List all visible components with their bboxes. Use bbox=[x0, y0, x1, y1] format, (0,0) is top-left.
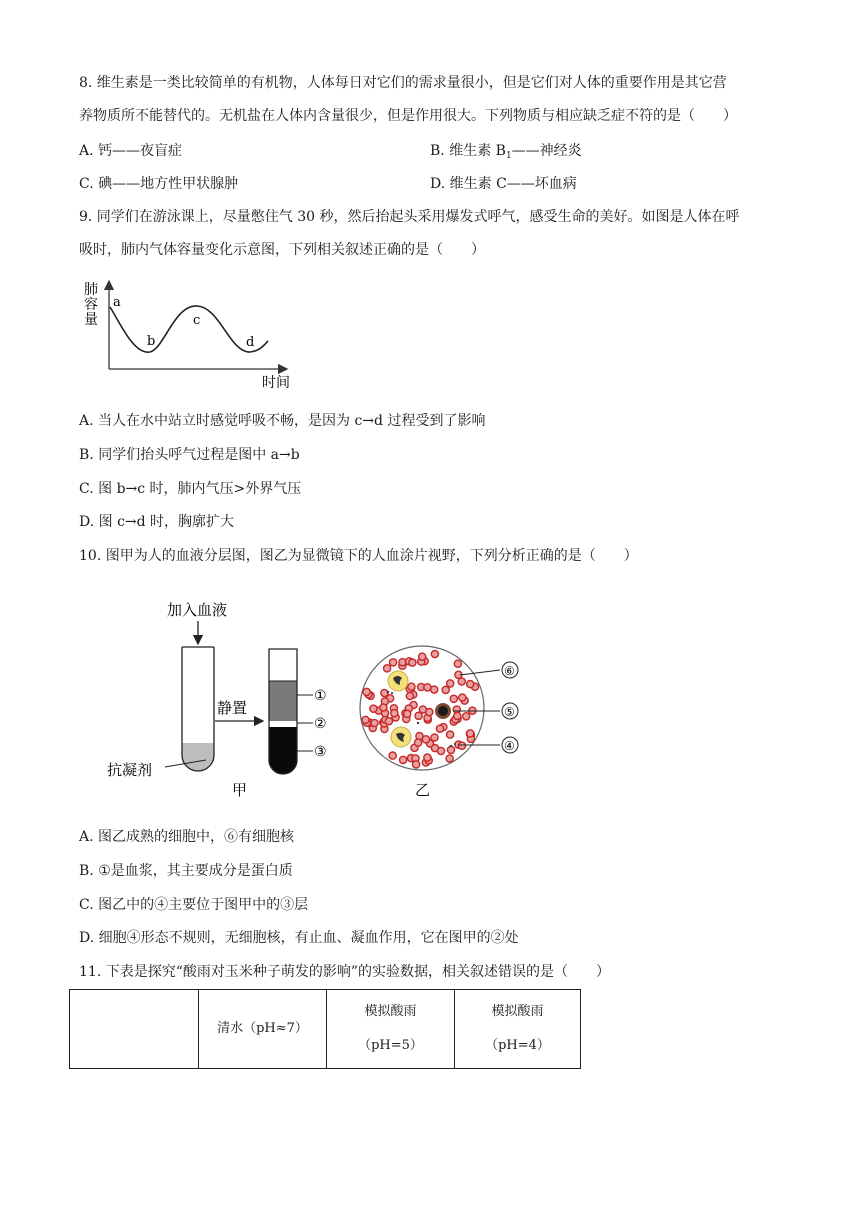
red-blood-cell bbox=[422, 736, 429, 743]
red-blood-cell bbox=[431, 734, 438, 741]
point-a-label: a bbox=[113, 295, 121, 310]
white-blood-cell-1 bbox=[388, 671, 408, 691]
table-row bbox=[70, 990, 581, 1069]
red-blood-cell bbox=[424, 754, 431, 761]
red-blood-cell bbox=[467, 730, 474, 737]
red-blood-cell bbox=[450, 695, 457, 702]
anticoagulant-layer bbox=[181, 743, 216, 773]
q11-stem: 11. 下表是探究“酸雨对玉米种子萌发的影响”的实验数据，相关叙述错误的是（ ） bbox=[79, 964, 611, 980]
red-blood-cell bbox=[436, 725, 443, 732]
y-label-1: 肺 bbox=[84, 282, 98, 298]
red-blood-cell bbox=[437, 747, 444, 754]
y-label-2: 容 bbox=[84, 297, 98, 313]
add-blood-label: 加入血液 bbox=[167, 601, 228, 619]
red-blood-cell bbox=[391, 710, 398, 717]
lung-volume-curve bbox=[110, 306, 268, 352]
red-blood-cell bbox=[447, 680, 454, 687]
red-blood-cell bbox=[459, 694, 466, 701]
red-blood-cell bbox=[447, 731, 454, 738]
white-blood-cell-3 bbox=[435, 703, 451, 719]
q9-option-a: A. 当人在水中站立时感觉呼吸不畅，是因为 c→d 过程受到了影响 bbox=[79, 413, 486, 429]
table-header-acid-rain-ph4: 模拟酸雨 （pH=4） bbox=[455, 990, 581, 1069]
red-blood-cell bbox=[424, 684, 431, 691]
red-blood-cell bbox=[463, 713, 470, 720]
red-blood-cell bbox=[431, 650, 438, 657]
y-label-3: 量 bbox=[84, 312, 98, 328]
red-blood-cell bbox=[409, 659, 416, 666]
red-blood-cell bbox=[408, 683, 415, 690]
q8-option-d: D. 维生素 C——坏血病 bbox=[430, 176, 577, 192]
table-header-acid-rain-ph5: 模拟酸雨 （pH=5） bbox=[327, 990, 455, 1069]
marker-5: ⑤ bbox=[504, 705, 515, 719]
marker-6: ⑥ bbox=[504, 664, 515, 678]
red-blood-cell bbox=[447, 746, 454, 753]
red-blood-cell bbox=[363, 688, 370, 695]
q8-option-b: B. 维生素 $B_1——$神经炎 bbox=[430, 143, 582, 161]
q8-stem-line2: 养物质所不能替代的。无机盐在人体内含量很少，但是作用很大。下列物质与相应缺乏症不符的是（ ） bbox=[79, 108, 737, 124]
red-blood-cell bbox=[442, 686, 449, 693]
lung-volume-figure bbox=[82, 275, 312, 393]
red-blood-cell bbox=[419, 653, 426, 660]
table-cell-empty bbox=[70, 990, 199, 1069]
red-blood-cell bbox=[454, 712, 461, 719]
q10-option-d: D. 细胞④形态不规则，无细胞核，有止血、凝血作用，它在图甲的②处 bbox=[79, 930, 519, 946]
red-blood-cell bbox=[389, 752, 396, 759]
red-blood-cell bbox=[385, 718, 392, 725]
q9-stem-line1: 9. 同学们在游泳课上，尽量憋住气 30 秒，然后抬起头采用爆发式呼气，感受生命的美好。如图是人体在呼 bbox=[79, 209, 740, 225]
red-blood-cell bbox=[380, 704, 387, 711]
red-blood-cell bbox=[454, 660, 461, 667]
figure-yi-label: 乙 bbox=[415, 781, 431, 799]
red-blood-cell bbox=[370, 705, 377, 712]
point-b-label: b bbox=[147, 334, 156, 349]
point-c-label: c bbox=[193, 313, 201, 328]
q8-stem-line1: 8. 维生素是一类比较简单的有机物，人体每日对它们的需求量很小，但是它们对人体的重要作用是其它营 bbox=[79, 75, 727, 91]
marker-2: ② bbox=[314, 716, 327, 732]
red-blood-cell bbox=[415, 739, 422, 746]
red-blood-cell bbox=[413, 761, 420, 768]
q10-option-a: A. 图乙成熟的细胞中，⑥有细胞核 bbox=[79, 829, 295, 845]
q10-stem: 10. 图甲为人的血液分层图，图乙为显微镜下的人血涂片视野，下列分析正确的是（ ） bbox=[79, 548, 638, 564]
point-d-label: d bbox=[246, 335, 255, 350]
anticoagulant-label: 抗凝剂 bbox=[107, 761, 153, 779]
red-blood-cell bbox=[400, 756, 407, 763]
q10-option-b: B. ①是血浆，其主要成分是蛋白质 bbox=[79, 863, 293, 879]
figure-jia-label: 甲 bbox=[232, 781, 248, 799]
x-label: 时间 bbox=[262, 375, 290, 391]
plasma-layer bbox=[268, 681, 299, 721]
q10-option-c: C. 图乙中的④主要位于图甲中的③层 bbox=[79, 897, 309, 913]
red-blood-cell bbox=[384, 665, 391, 672]
blood-figure bbox=[105, 595, 535, 805]
red-blood-cell bbox=[467, 681, 474, 688]
q9-option-c: C. 图 b→c 时，肺内气压>外界气压 bbox=[79, 481, 302, 497]
red-blood-cell bbox=[390, 659, 397, 666]
q9-option-b: B. 同学们抬头呼气过程是图中 a→b bbox=[79, 447, 300, 463]
q8-option-a: A. 钙——夜盲症 bbox=[79, 143, 183, 159]
q9-stem-line2: 吸时，肺内气体容量变化示意图，下列相关叙述正确的是（ ） bbox=[79, 242, 485, 258]
red-blood-cell bbox=[404, 710, 411, 717]
marker-3: ③ bbox=[314, 744, 327, 760]
q8-option-c: C. 碘——地方性甲状腺肿 bbox=[79, 176, 239, 192]
marker-1: ① bbox=[314, 688, 327, 704]
red-blood-cell bbox=[362, 716, 369, 723]
table-header-water: 清水（pH≈7） bbox=[199, 990, 327, 1069]
red-blood-cell bbox=[406, 692, 413, 699]
stand-label: 静置 bbox=[217, 699, 248, 717]
red-blood-cell bbox=[415, 712, 422, 719]
experiment-table bbox=[69, 989, 581, 1069]
marker-4: ④ bbox=[504, 739, 515, 753]
red-blood-cell bbox=[446, 755, 453, 762]
q9-option-d: D. 图 c→d 时，胸廓扩大 bbox=[79, 514, 235, 530]
red-blood-cell bbox=[458, 742, 465, 749]
buffy-coat-layer bbox=[268, 721, 299, 727]
red-blood-cell bbox=[371, 719, 378, 726]
white-blood-cell-2 bbox=[391, 727, 411, 747]
